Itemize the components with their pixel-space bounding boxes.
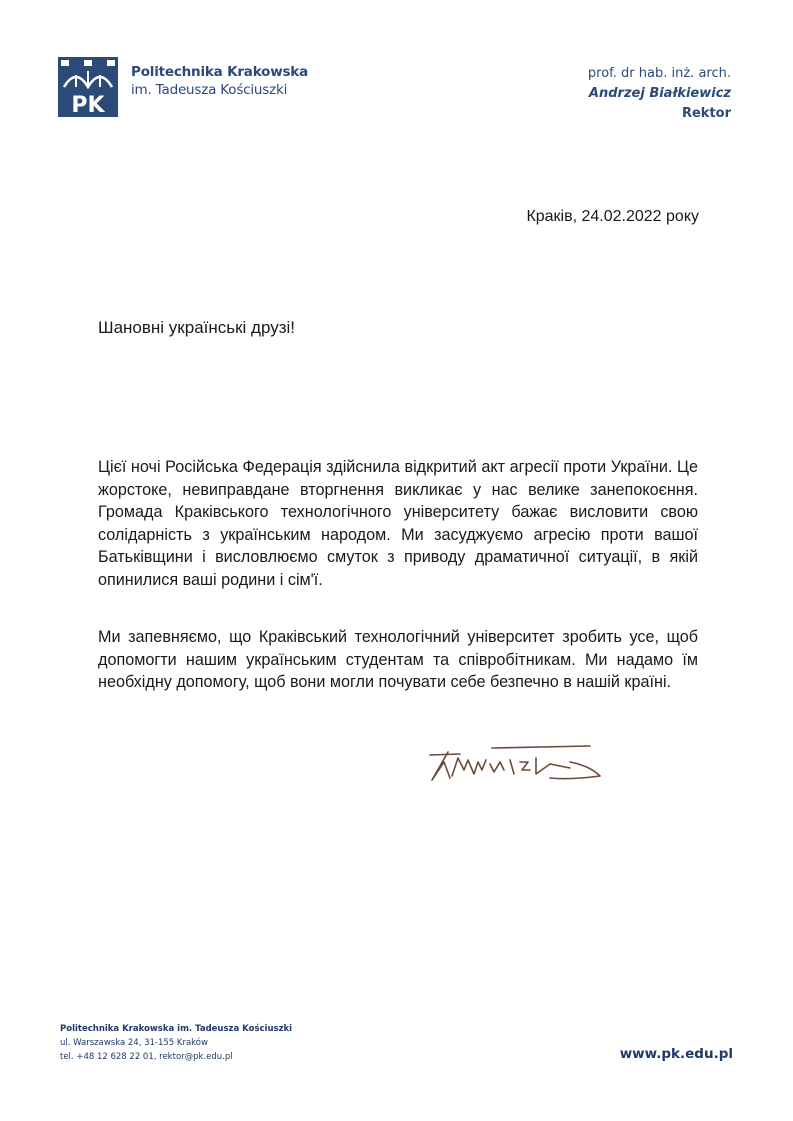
letter-paragraph-2: Ми запевняємо, що Краківський технологічний університет зробить усе, щоб допомогти нашим українським студентам та співробітникам. Ми надамо їм необхідну допомогу, щоб вони могли почувати себе безпечно в нашій країні. [98,628,698,692]
footer-line2: ul. Warszawska 24, 31-155 Kraków [60,1038,208,1048]
rector-title: prof. dr hab. inż. arch. [587,66,731,81]
letter-greeting: Шановні українські друзі! [98,318,296,337]
footer-address [60,1022,292,1064]
letter-paragraph-1: Цієї ночі Російська Федерація здійснила відкритий акт агресії проти України. Це жорстоке, невиправдане вторгнення викликає у нас велике занепокоєння. Громада Краківського технологічного університету бажає висловити свою солідарність з українським народом. Ми засуджуємо агресію проти вашої Батьківщини і висловлюємо смуток з приводу драматичної ситуації, в якій опинилися ваші родини і сім'ї. [98,458,698,589]
rector-signature [420,740,610,790]
rector-name: Andrzej Białkiewicz [588,86,731,101]
university-name-line1: Politechnika Krakowska [131,64,308,80]
rector-role: Rektor [681,106,731,121]
university-name [131,63,308,99]
logo-text: PK [71,93,105,117]
university-name-line2: im. Tadeusza Kościuszki [131,82,288,98]
footer-line1: Politechnika Krakowska im. Tadeusza Kościuszki [60,1024,293,1034]
website-link[interactable]: www.pk.edu.pl [619,1046,733,1062]
footer-line3: tel. +48 12 628 22 01, rektor@pk.edu.pl [60,1052,233,1062]
university-logo [58,57,118,117]
rector-block [588,64,731,124]
letter-date: Краків, 24.02.2022 року [526,208,699,225]
